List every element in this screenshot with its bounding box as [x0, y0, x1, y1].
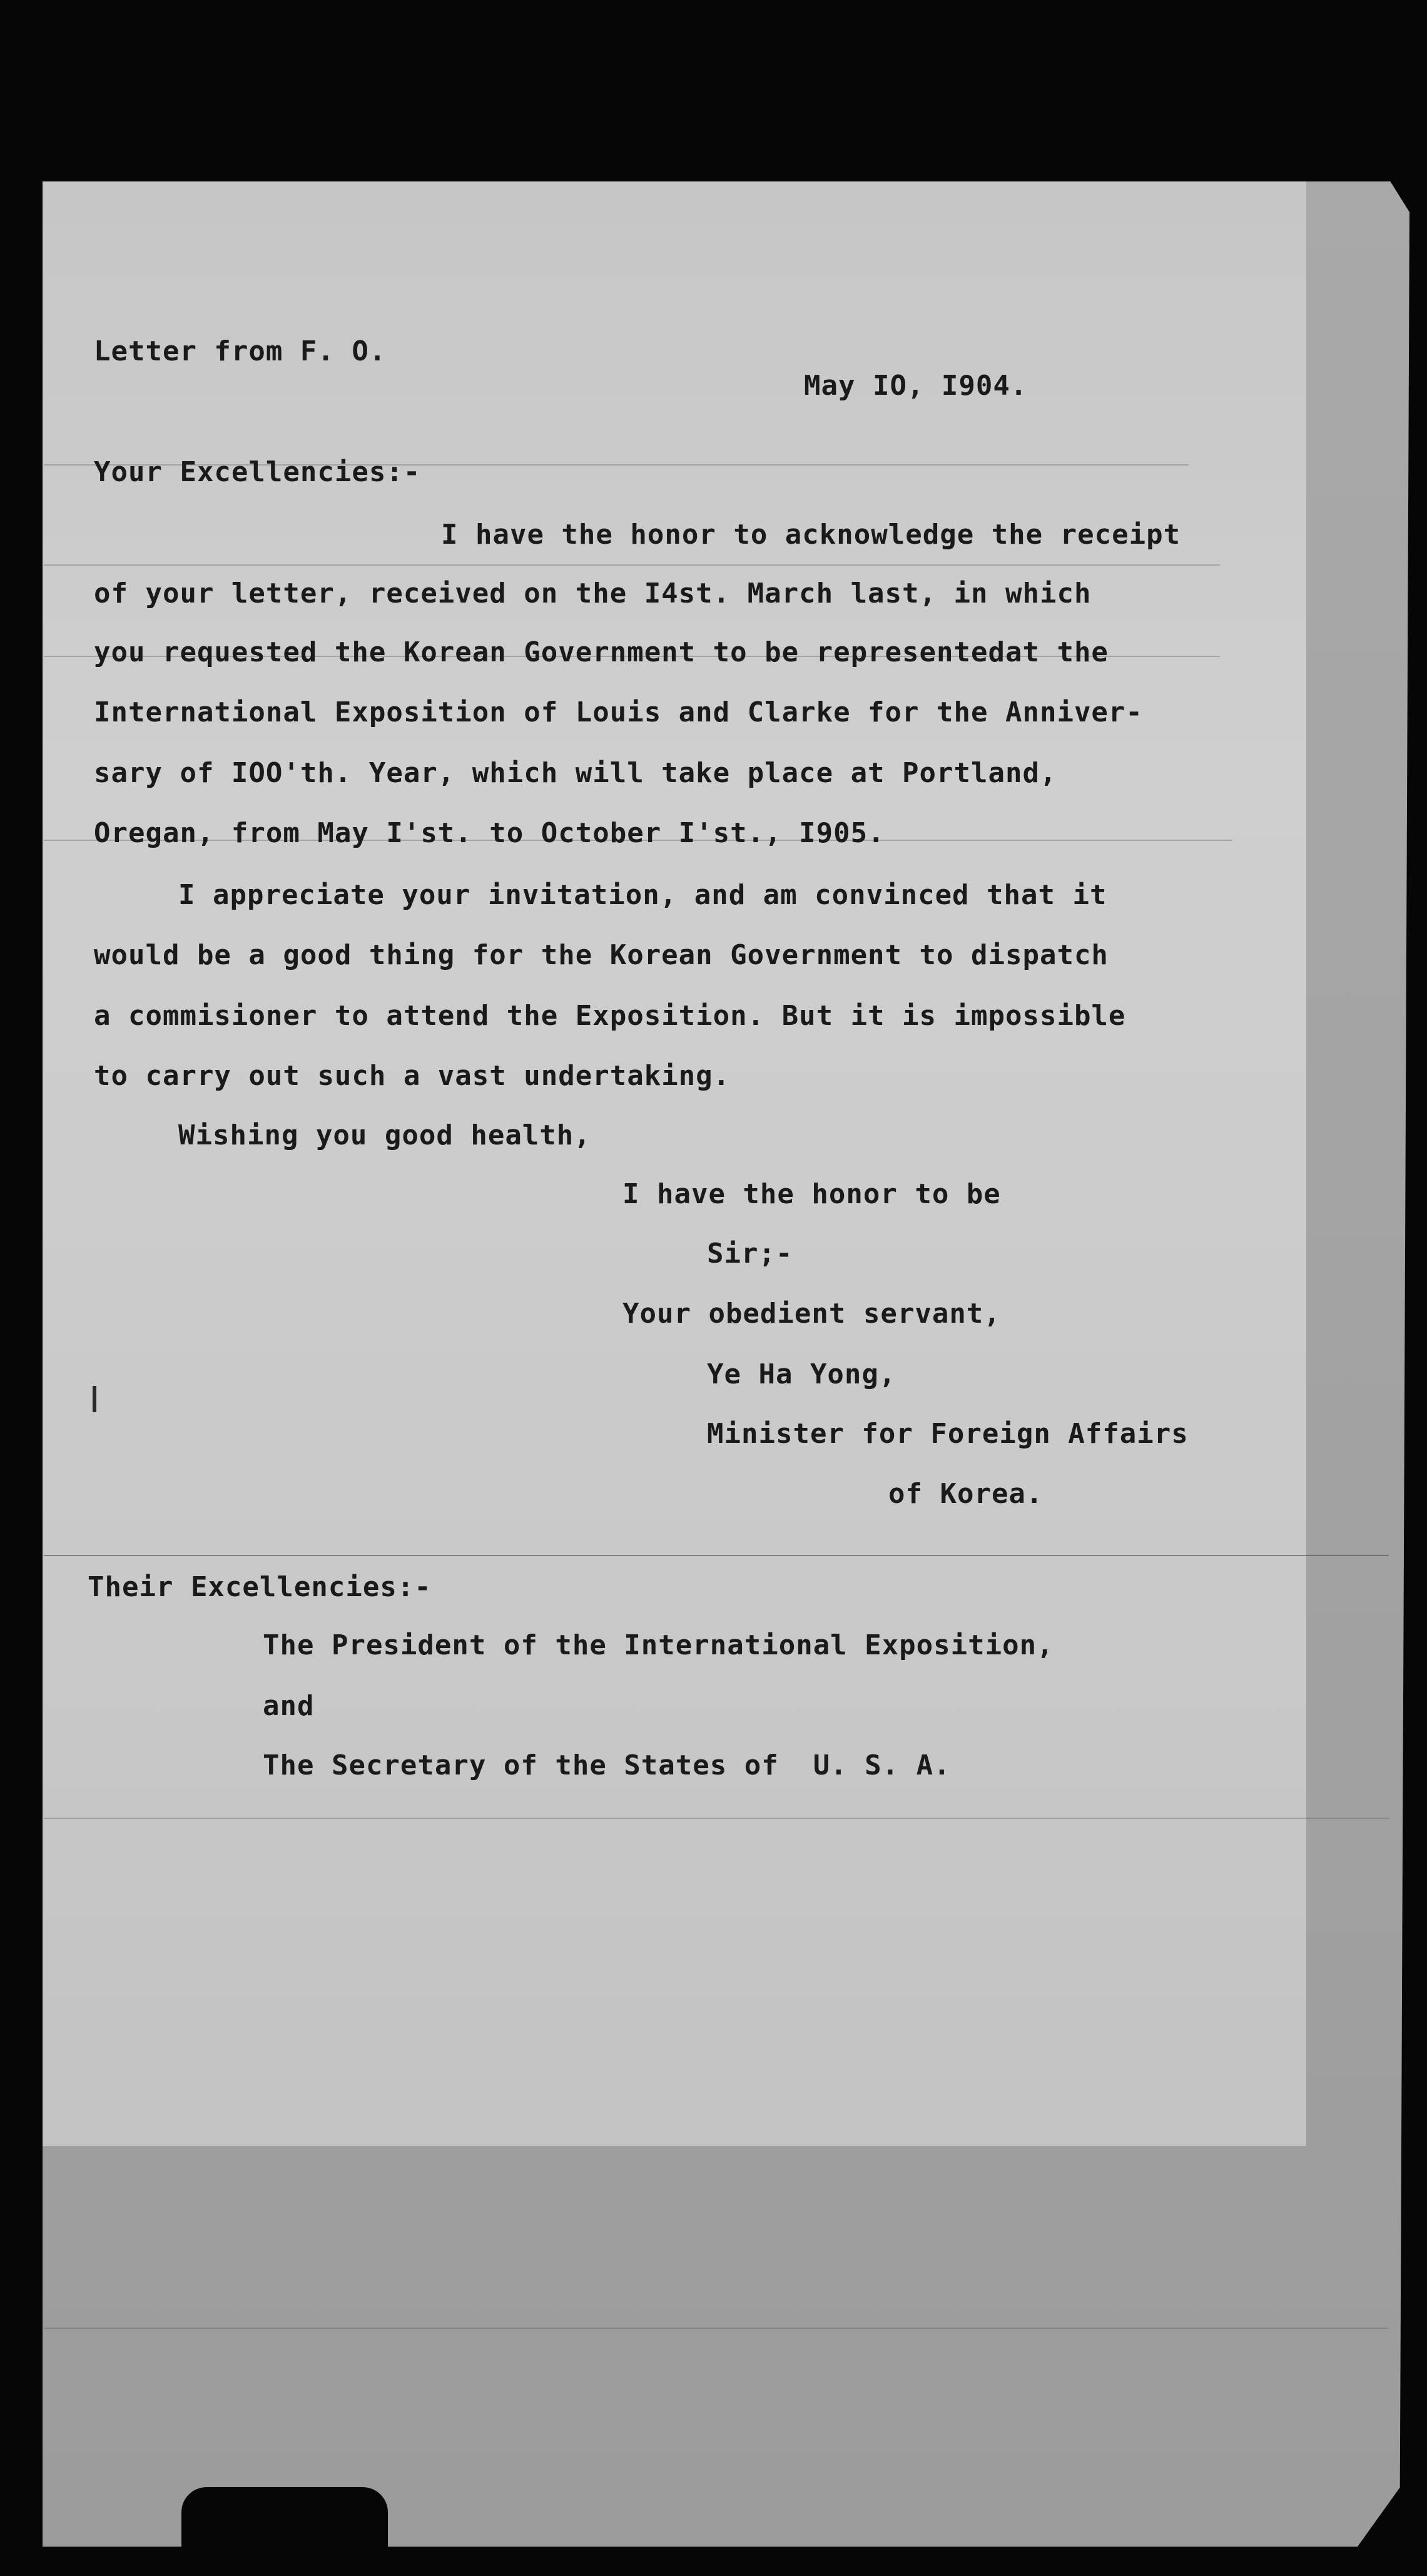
body-line: International Exposition of Louis and Clarke for the Anniver- [94, 696, 1143, 728]
body-line: to carry out such a vast undertaking. [94, 1060, 731, 1092]
body-line: sary of IOO'th. Year, which will take place at Portland, [94, 757, 1057, 789]
body-line: Oregan, from May I'st. to October I'st., I905. [94, 817, 885, 849]
salutation: Your Excellencies:- [94, 456, 421, 488]
rule-line [44, 564, 1220, 566]
addressee-line: and [263, 1690, 315, 1722]
signatory-name: Ye Ha Yong, [707, 1358, 896, 1390]
body-line: of your letter, received on the I4st. March last, in which [94, 578, 1092, 609]
body-line: a commisioner to attend the Exposition. But it is impossible [94, 1000, 1126, 1032]
body-line: would be a good thing for the Korean Government to dispatch [94, 939, 1109, 971]
signature-line: Your obedient servant, [622, 1298, 1001, 1330]
signature-line: I have the honor to be [622, 1178, 1001, 1210]
rule-line [44, 1818, 1389, 1819]
signature-line: Sir;- [707, 1238, 793, 1270]
letter-from-label: Letter from F. O. [94, 335, 387, 367]
margin-mark [93, 1386, 96, 1412]
body-line: I appreciate your invitation, and am convinced that it [178, 879, 1107, 911]
closing-wish: Wishing you good health, [178, 1119, 591, 1151]
addressee-line: The Secretary of the States of U. S. A. [263, 1749, 951, 1781]
letter-date: May IO, I904. [804, 370, 1028, 402]
rule-line [44, 2328, 1389, 2329]
addressee-line: The President of the International Exposition, [263, 1629, 1054, 1661]
rule-line [44, 1555, 1389, 1556]
body-line: I have the honor to acknowledge the receipt [441, 519, 1181, 551]
dark-edge-shadow [181, 2487, 388, 2556]
signatory-title: of Korea. [888, 1478, 1044, 1510]
body-line: you requested the Korean Government to be representedat the [94, 636, 1109, 668]
addressees-heading: Their Excellencies:- [88, 1571, 432, 1603]
signatory-title: Minister for Foreign Affairs [707, 1418, 1189, 1450]
